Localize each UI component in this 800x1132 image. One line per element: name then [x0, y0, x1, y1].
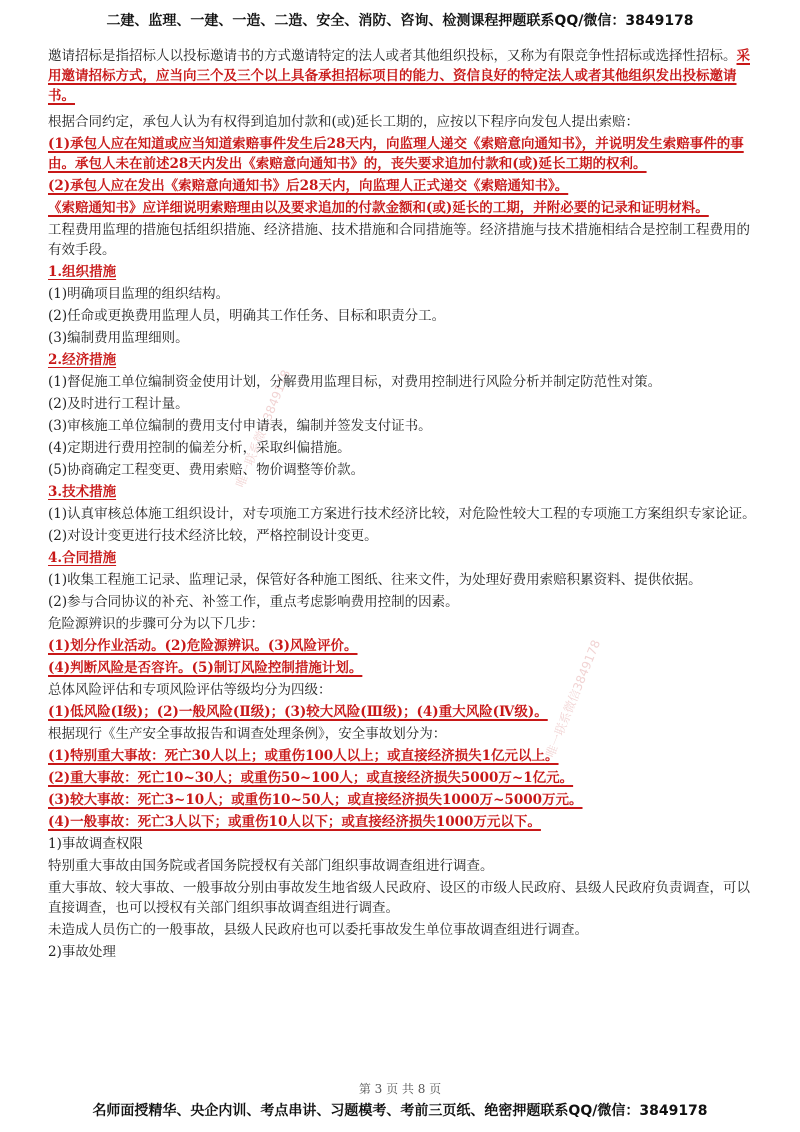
section-heading: 2.经济措施	[48, 352, 117, 368]
paragraph: 特别重大事故由国务院或者国务院授权有关部门组织事故调查组进行调查。	[48, 858, 494, 874]
paragraph: 重大事故、较大事故、一般事故分别由事故发生地省级人民政府、设区的市级人民政府、县级人民政府负责调查，可以直接调查，也可以授权有关部门组织事故调查组进行调查。	[48, 880, 750, 916]
risk-levels: (1)低风险(Ⅰ级)；(2)一般风险(Ⅱ级)；(3)较大风险(Ⅲ级)；(4)重大风险(Ⅳ级)。	[48, 704, 548, 720]
list-item: (4)定期进行费用控制的偏差分析，采取纠偏措施。	[48, 440, 351, 456]
list-item: (3)审核施工单位编制的费用支付申请表，编制并签发支付证书。	[48, 418, 432, 434]
claim-item: (2)承包人应在发出《索赔意向通知书》后28天内，向监理人正式递交《索赔通知书》。	[48, 178, 569, 194]
list-item: (3)编制费用监理细则。	[48, 330, 189, 346]
paragraph	[48, 46, 758, 106]
subheading: 1)事故调查权限	[48, 836, 143, 852]
section-heading: 1.组织措施	[48, 264, 117, 280]
page-number: 第 3 页 共 8 页	[358, 1082, 442, 1096]
claim-item: (1)承包人应在知道或应当知道索赔事件发生后28天内，向监理人递交《索赔意向通知书》，并说明发生索赔事件的事由。承包人未在前述28天内发出《索赔意向通知书》的，丧失要求追加付款和(或)延长工期的权利。	[48, 136, 744, 172]
list-item: (2)任命或更换费用监理人员，明确其工作任务、目标和职责分工。	[48, 308, 446, 324]
paragraph: 总体风险评估和专项风险评估等级均分为四级：	[48, 682, 332, 698]
list-item: (1)收集工程施工记录、监理记录，保管好各种施工图纸、往来文件，为处理好费用索赔积累资料、提供依据。	[48, 572, 702, 588]
paragraph: 未造成人员伤亡的一般事故，县级人民政府也可以委托事故发生单位事故调查组进行调查。	[48, 922, 588, 938]
list-item: (1)督促施工单位编制资金使用计划，分解费用监理目标，对费用控制进行风险分析并制定防范性对策。	[48, 374, 662, 390]
accident-grade: (3)较大事故：死亡3~10人；或重伤10~50人；或直接经济损失1000万~5000万元。	[48, 792, 583, 808]
paragraph: 根据现行《生产安全事故报告和调查处理条例》，安全事故划分为：	[48, 726, 447, 742]
list-item: (2)参与合同协议的补充、补签工作，重点考虑影响费用控制的因素。	[48, 594, 459, 610]
paragraph: 根据合同约定，承包人认为有权得到追加付款和(或)延长工期的，应按以下程序向发包人提出索赔：	[48, 114, 640, 130]
section-heading: 4.合同措施	[48, 550, 117, 566]
section-heading: 3.技术措施	[48, 484, 117, 500]
list-item: (1)明确项目监理的组织结构。	[48, 286, 230, 302]
subheading: 2)事故处理	[48, 944, 116, 960]
invite-text: 邀请招标是指招标人以投标邀请书的方式邀请特定的法人或者其他组织投标，又称为有限竞争性招标或选择性招标。	[48, 48, 737, 64]
invite-highlight: 采用邀请招标方式，应当向三个及三个以上具备承担招标项目的能力、资信良好的特定法人或者其他组织发出投标邀请书。	[48, 48, 750, 104]
list-item: (5)协商确定工程变更、费用索赔、物价调整等价款。	[48, 462, 365, 478]
accident-grade: (1)特别重大事故：死亡30人以上；或重伤100人以上；或直接经济损失1亿元以上。	[48, 748, 559, 764]
paragraph: 工程费用监理的措施包括组织措施、经济措施、技术措施和合同措施等。经济措施与技术措施相结合是控制工程费用的有效手段。	[48, 222, 750, 258]
watermark-text: 唯一联系微信3849178	[233, 367, 294, 490]
list-item: (1)认真审核总体施工组织设计，对专项施工方案进行技术经济比较，对危险性较大工程的专项施工方案组织专家论证。	[48, 506, 756, 522]
page-header: 二建、监理、一建、一造、二造、安全、消防、咨询、检测课程押题联系QQ/微信：3849178	[106, 13, 694, 29]
list-item: (2)对设计变更进行技术经济比较，严格控制设计变更。	[48, 528, 378, 544]
hazard-steps: (4)判断风险是否容许。(5)制订风险控制措施计划。	[48, 660, 363, 676]
claim-item: 《索赔通知书》应详细说明索赔理由以及要求追加的付款金额和(或)延长的工期，并附必要的记录和证明材料。	[48, 200, 709, 216]
accident-grade: (2)重大事故：死亡10~30人；或重伤50~100人；或直接经济损失5000万~1亿元。	[48, 770, 574, 786]
list-item: (2)及时进行工程计量。	[48, 396, 189, 412]
hazard-steps: (1)划分作业活动。(2)危险源辨识。(3)风险评价。	[48, 638, 358, 654]
accident-grade: (4)一般事故：死亡3人以下；或重伤10人以下；或直接经济损失1000万元以下。	[48, 814, 541, 830]
watermark-text: 唯一联系微信3849178	[543, 637, 604, 760]
paragraph: 危险源辨识的步骤可分为以下几步：	[48, 616, 264, 632]
document-body	[48, 46, 758, 964]
page-footer: 名师面授精华、央企内训、考点串讲、习题模考、考前三页纸、绝密押题联系QQ/微信：3849178	[92, 1103, 708, 1119]
